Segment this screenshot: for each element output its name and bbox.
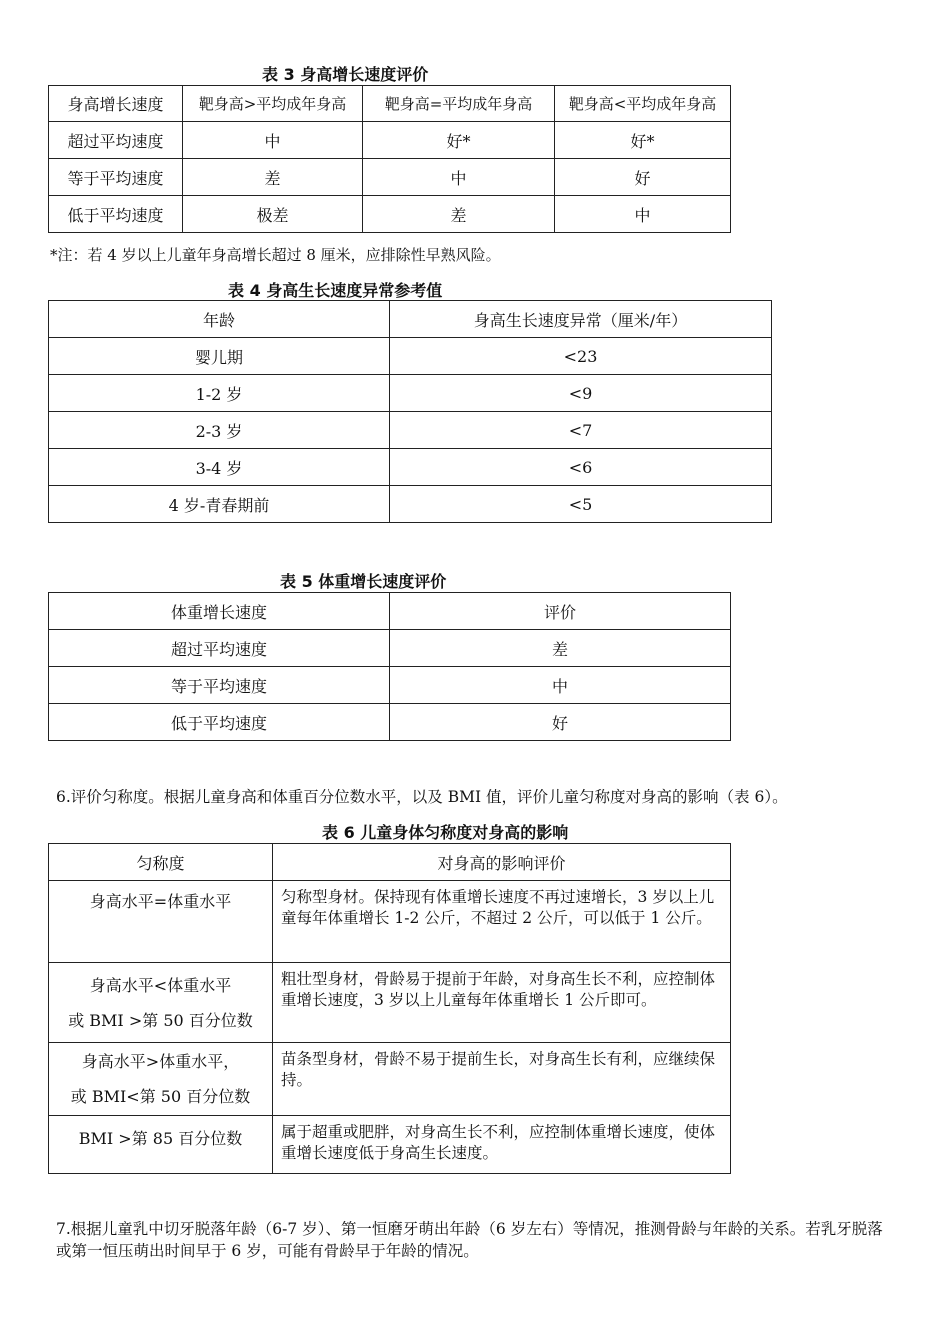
table-row [49,486,772,523]
row-label-line2: 或 BMI<第 50 百分位数 [70,1087,251,1106]
table-cell: <9 [390,375,772,412]
table-cell: 4 岁-青春期前 [49,486,390,523]
table-row [49,630,731,667]
table6 [48,843,731,1174]
table4 [48,300,772,523]
table-cell: 极差 [183,196,363,233]
table-cell: <7 [390,412,772,449]
table-row [49,1043,731,1116]
row-label-line2: 或 BMI >第 50 百分位数 [68,1010,253,1030]
table-cell: <5 [390,486,772,523]
table-cell: 低于平均速度 [49,196,183,233]
table-cell: 等于平均速度 [49,159,183,196]
table-row [49,412,772,449]
row-label-line1: 身高水平=体重水平 [89,892,232,911]
table-cell: 超过平均速度 [49,630,390,667]
table4-title: 表 4 身高生长速度异常参考值 [228,281,443,300]
table-cell: 苗条型身材，骨龄不易于提前生长，对身高生长有利，应继续保持。 [273,1043,731,1116]
row-label-line1: 身高水平>体重水平， [81,1052,240,1071]
table-row [49,881,731,963]
header-cell: 年龄 [49,301,390,338]
table-row [49,375,772,412]
header-cell: 体重增长速度 [49,593,390,630]
header-cell: 靶身高<平均成年身高 [555,86,731,122]
table-row [49,196,731,233]
table-cell: 中 [363,159,555,196]
table-cell: 好* [363,122,555,159]
table-cell: 属于超重或肥胖，对身高生长不利，应控制体重增长速度，使体重增长速度低于身高生长速度。 [273,1116,731,1174]
table5-title: 表 5 体重增长速度评价 [280,572,447,591]
table3-note: *注：若 4 岁以上儿童年身高增长超过 8 厘米，应排除性早熟风险。 [50,246,501,264]
table-cell: 差 [183,159,363,196]
row-label-line1: 身高水平<体重水平 [89,975,232,995]
table-cell: 差 [363,196,555,233]
table-row [49,1116,731,1174]
paragraph-7: 7.根据儿童乳中切牙脱落年龄（6-7 岁）、第一恒磨牙萌出年龄（6 岁左右）等情况，推测骨龄与年龄的关系。若乳牙脱落或第一恒压萌出时间早于 6 岁，可能有骨龄早于年龄的情况。 [56,1220,883,1260]
table-row [49,122,731,159]
table-cell: 匀称型身材。保持现有体重增长速度不再过速增长，3 岁以上儿童每年体重增长 1-2 公斤，不超过 2 公斤，可以低于 1 公斤。 [273,881,731,963]
header-cell: 靶身高>平均成年身高 [183,86,363,122]
table-cell: 中 [183,122,363,159]
table3 [48,85,731,233]
table-row [49,963,731,1043]
table-cell [49,881,273,963]
table-header-row [49,301,772,338]
table-cell: 好 [555,159,731,196]
table-cell: 2-3 岁 [49,412,390,449]
header-cell: 身高生长速度异常（厘米/年） [390,301,772,338]
header-cell: 评价 [390,593,731,630]
table-cell: 婴儿期 [49,338,390,375]
table-row [49,704,731,741]
table-cell: 3-4 岁 [49,449,390,486]
table-header-row [49,86,731,122]
table3-title: 表 3 身高增长速度评价 [262,65,429,84]
table-cell: 差 [390,630,731,667]
paragraph-6: 6.评价匀称度。根据儿童身高和体重百分位数水平，以及 BMI 值，评价儿童匀称度对身高的影响（表 6）。 [56,788,788,806]
table-cell [49,1116,273,1174]
table-cell: <6 [390,449,772,486]
table6-title: 表 6 儿童身体匀称度对身高的影响 [322,823,569,842]
table-cell [49,963,273,1043]
header-cell: 匀称度 [49,844,273,881]
header-cell: 身高增长速度 [49,86,183,122]
table-header-row [49,844,731,881]
table-row [49,449,772,486]
table-row [49,338,772,375]
table-row [49,159,731,196]
table-row [49,667,731,704]
table-cell: 1-2 岁 [49,375,390,412]
row-label-line1: BMI >第 85 百分位数 [78,1129,243,1148]
table-cell: 低于平均速度 [49,704,390,741]
table5 [48,592,731,741]
table-cell: 中 [555,196,731,233]
table-cell: 好* [555,122,731,159]
table-cell: <23 [390,338,772,375]
table-cell: 等于平均速度 [49,667,390,704]
table-cell [49,1043,273,1116]
table-cell: 中 [390,667,731,704]
header-cell: 对身高的影响评价 [273,844,731,881]
header-cell: 靶身高=平均成年身高 [363,86,555,122]
table-header-row [49,593,731,630]
table-cell: 粗壮型身材，骨龄易于提前于年龄，对身高生长不利，应控制体重增长速度，3 岁以上儿童每年体重增长 1 公斤即可。 [273,963,731,1043]
table-cell: 好 [390,704,731,741]
table-cell: 超过平均速度 [49,122,183,159]
